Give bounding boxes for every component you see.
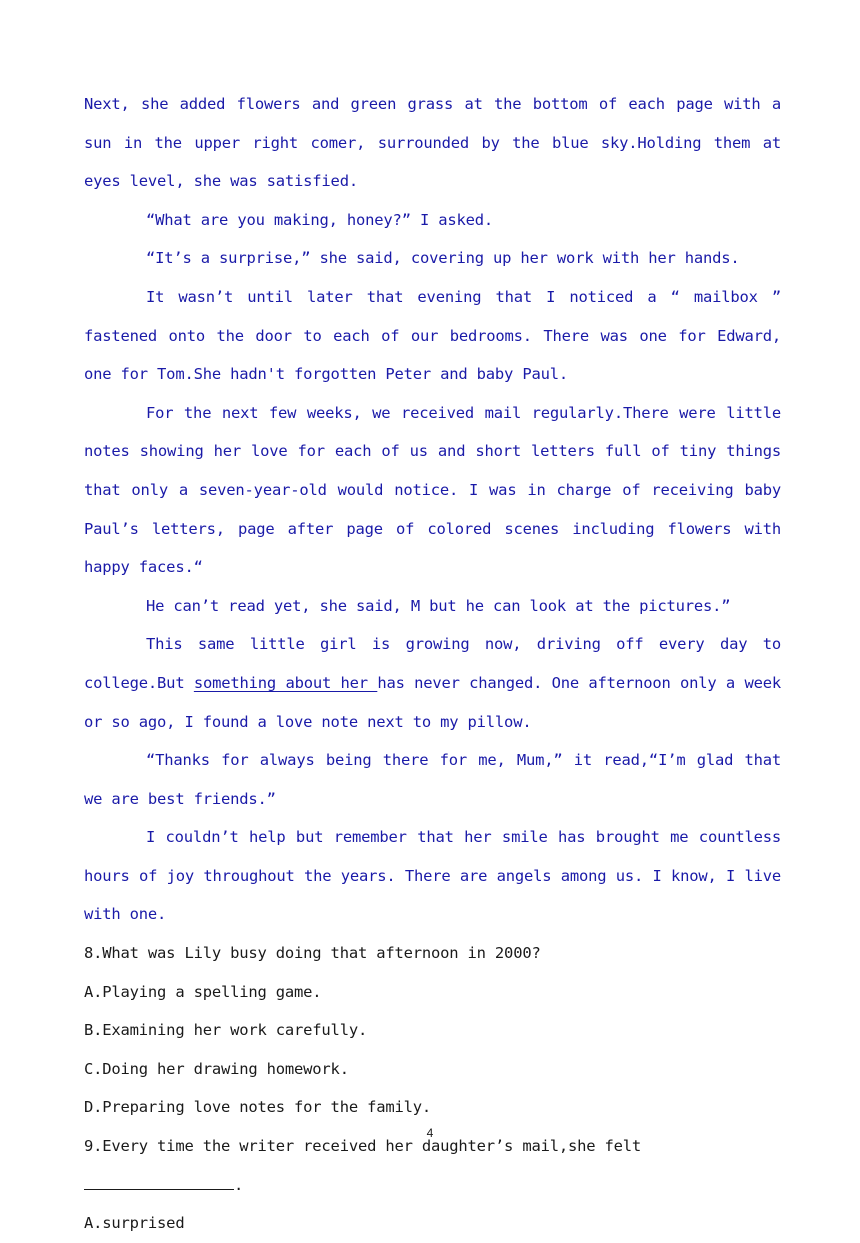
answer-option: A.Playing a spelling game.	[84, 982, 322, 1001]
passage-paragraph: I couldn’t help but remember that her smile has brought me countless hours of joy throughout the years. There are angels among us. I know, I live with one.	[84, 828, 781, 924]
answer-blank	[84, 1169, 234, 1190]
passage-paragraph: “It’s a surprise,” she said, covering up her work with her hands.	[146, 249, 740, 268]
page-number: 4	[426, 1126, 434, 1140]
answer-option: C.Doing her drawing homework.	[84, 1059, 349, 1078]
question-stem: 8.What was Lily busy doing that afternoon in 2000?	[84, 944, 541, 963]
document-page	[84, 85, 781, 1243]
passage-paragraph	[84, 625, 781, 741]
passage-paragraph: He can’t read yet, she said, M but he can look at the pictures.”	[146, 596, 731, 615]
passage-paragraph: “What are you making, honey?” I asked.	[146, 210, 494, 229]
passage-paragraph: “Thanks for always being there for me, Mum,” it read,“I’m glad that we are best friends.”	[84, 751, 781, 808]
answer-option: A.surprised	[84, 1214, 185, 1233]
passage-paragraph: For the next few weeks, we received mail regularly.There were little notes showing her love for each of us and short letters full of tiny things that only a seven-year-old would notice. I was in charge of receiving baby Paul’s letters, page after page of colored scenes including flowers with happy faces.“	[84, 403, 781, 577]
passage-paragraph: It wasn’t until later that evening that I noticed a “ mailbox ” fastened onto the door to each of our bedrooms. There was one for Edward, one for Tom.She hadn't forgotten Peter and baby Paul.	[84, 287, 781, 384]
passage-text: has never changed. One afternoon only a week or so ago, I found a love note next to my pillow.	[84, 673, 781, 731]
answer-option: B.Examining her work carefully.	[84, 1021, 368, 1040]
passage-paragraph: Next, she added flowers and green grass at the bottom of each page with a sun in the upper right comer, surrounded by the blue sky.Holding them at eyes level, she was satisfied.	[84, 95, 781, 191]
question-text: 9.Every time the writer received her daughter’s mail,she felt	[84, 1137, 642, 1156]
answer-option: D.Preparing love notes for the family.	[84, 1098, 432, 1117]
question-end: .	[234, 1175, 244, 1194]
passage-text: This same little girl is growing now, driving off every day to college.But	[84, 635, 781, 692]
underlined-phrase: something about her	[193, 673, 378, 692]
